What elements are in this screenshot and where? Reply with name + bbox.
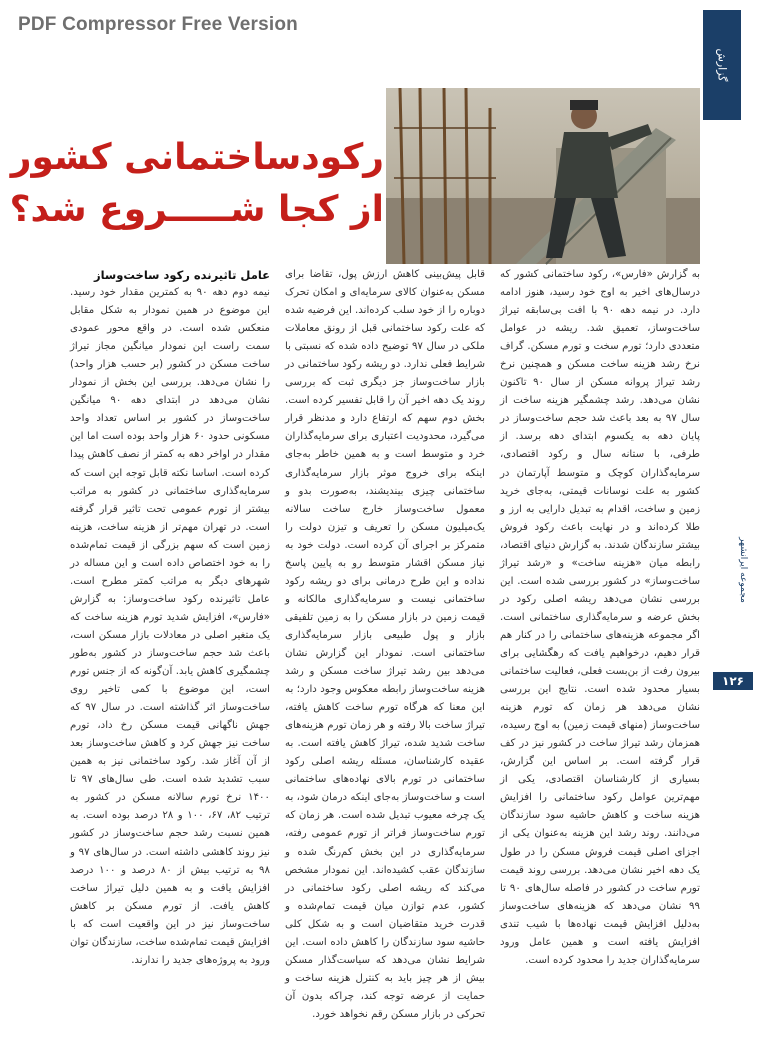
worker-photo (386, 88, 700, 264)
article-body (70, 266, 701, 1020)
article-title (9, 132, 384, 236)
title-line-1: رکودساختمانی کشور (10, 137, 384, 178)
column-right-text: به گزارش «فارس»، رکود ساختمانی کشور که درسال‌های اخیر به اوج خود رسید، هنوز ادامه دارد. در نیمه دهه ۹۰ با افت بی‌سابقه تیراژ ساخت‌وساز، تعمیق شد. ریشه در عوامل متعددی دارد؛ تورم سخت و تورم مسکن. گراف نرخ رشد هزینه ساخت مسکن و همچنین نرخ رشد تیراژ پروانه مسکن از سال ۹۰ تاکنون نشان می‌دهد. رشد چشمگیر هزینه ساخت از سال ۹۷ به بعد باعث شد حجم ساخت‌وساز در پایان دهه به یکسوم ابتدای دهه برسد. از طرفی، با ستانه سال و رکود اقتصادی، سرمایه‌گذاران کوچک و متوسط آپارتمان در کشور به علت نوسانات قیمتی، به‌جای خرید زمین و ساخت، اقدام به تبدیل دارایی به ارز و طلا کرده‌اند و در نهایت باعث رکود فروش بیشتر سازندگان شدند. به گزارش دنیای اقتصاد، رابطه میان «هزینه ساخت» و «رشد تیراژ ساخت‌وساز» در کشور بررسی شده است. این بررسی نشان می‌دهد ریشه اصلی رکود در بخش عرضه و سرمایه‌گذاری ساختمانی است. اگر مجموعه هزینه‌های ساختمانی را در کنار هم قرار دهیم، درخواهیم یافت که رهگشایی برای بیرون رفت از بن‌بست فعلی، فعالیت ساختمانی بسیار محدود شده است. نتایج این بررسی نشان می‌دهد هر زمان که تورم هزینه ساخت‌وساز (منهای قیمت زمین) به اوج رسیده، همزمان رشد تیراژ ساخت در کشور نیز در کف قرار گرفته است. بر اساس این گزارش، بسیاری از کارشناسان اقتصادی، یکی از مهم‌ترین عوامل رکود ساختمانی را افزایش هزینه ساخت و کاهش حاشیه سود سازندگان می‌دانند. روند رشد این هزینه به‌عنوان یکی از اجزای اصلی قیمت فروش مسکن را در طول یک دهه اخیر نشان می‌دهد. بررسی روند قیمت تورم ساخت در کشور در فاصله سال‌های ۹۰ تا ۹۹ نشان می‌دهد که هزینه‌های ساخت‌وساز به‌دلیل افزایش قیمت نهاده‌ها با شیب تندی افزایش یافته است و همین عامل ورود سرمایه‌گذاران جدید را محدود کرده است. (500, 269, 701, 966)
column-left (70, 266, 270, 966)
magazine-strip (733, 470, 753, 670)
section-tab (703, 10, 741, 120)
column-right (500, 266, 700, 966)
column-left-text: نیمه دوم دهه ۹۰ به کمترین مقدار خود رسید. این موضوع در همین نمودار به شکل مقابل منعکس شده است. در واقع محور عمودی سمت راست این نمودار میانگین مجاز تیراژ ساخت مسکن در کشور (بر حسب هزار واحد) را نشان می‌دهد. بررسی این بخش از نمودار نشان می‌دهد در ابتدای دهه ۹۰ میانگین ساخت‌وساز در کشور بر اساس تعداد واحد مسکونی حدود ۶۰ هزار واحد بوده است اما این مقدار در اواخر دهه به کمتر از نصف کاهش پیدا کرده است. اساسا نکته قابل توجه این است که سرمایه‌گذاری ساختمانی در کشور به مراتب بیشتر از تورم عمومی تحت تاثیر قرار گرفته است. در تهران مهم‌تر از هزینه ساخت، هزینه زمین است که سهم بزرگی از قیمت تمام‌شده را به خود اختصاص داده است و این مساله در شهرهای دیگر به مراتب کمتر مطرح است. عامل تاثیرنده رکود ساخت‌وساز: به گزارش «فارس»، افزایش شدید تورم هزینه ساخت که یک متغیر اصلی در معادلات بازار مسکن است، باعث شد حجم ساخت‌وساز در کشور به‌طور چشمگیری کاهش یابد. آن‌گونه که از جنس تورم است، این موضوع با کمی تاخیر روی ساخت‌وساز اثر گذاشته است. در سال ۹۷ که جهش ناگهانی قیمت مسکن رخ داد، تورم ساخت نیز جهش کرد و کاهش ساخت‌وساز بعد از آن آغاز شد. رکود ساختمانی نیز به همین سبب تشدید شده است. طی سال‌های ۹۷ تا ۱۴۰۰ نرخ تورم سالانه مسکن در کشور به ترتیب ۸۲، ۶۷، ۱۰۰ و ۲۸ درصد بوده است. به همین نسبت رشد حجم ساخت‌وساز در کشور نیز روند کاهشی داشته است. در سال‌های ۹۷ و ۹۸ به ترتیب بیش از ۸۰ درصد و ۱۰۰ درصد افزایش یافت و به همین دلیل تیراژ ساخت کاهش یافت. از تورم مسکن بر کاهش ساخت‌وساز نیز در این واقعیت است که با افزایش قیمت تمام‌شده ساخت، سازندگان توان ورود به پروژه‌های جدید را ندارند. (70, 287, 270, 966)
magazine-name: مجموعه ایرانشهر (738, 537, 748, 603)
title-line-2: از کجا شـــــروع شد؟ (9, 189, 384, 230)
watermark: PDF Compressor Free Version (18, 14, 298, 35)
section-subheading: عامل تاثیرنده رکود ساخت‌وساز (93, 268, 270, 282)
column-middle (285, 266, 485, 1020)
section-tab-label: گزارش (715, 48, 729, 82)
page-number: ۱۲۶ (713, 672, 753, 690)
construction-worker-image (386, 88, 700, 264)
column-middle-text: قابل پیش‌بینی کاهش ارزش پول، تقاضا برای مسکن به‌عنوان کالای سرمایه‌ای و امکان تحرک دوباره را از خود سلب کرده‌اند. این فرضیه شده که علت رکود ساختمانی قبل از رونق معاملات ملکی در سال ۹۷ توضیح داده شده که نسبتی با شرایط فعلی ندارد. دو ریشه رکود ساختمانی در بازار ساخت‌وساز جز دیگری ثبت که بررسی روند یک دهه اخیر آن را قابل تفسیر کرده است. بخش دوم سهم که ارتفاع دارد و مدنظر قرار می‌گیرد، محدودیت اعتباری برای سرمایه‌گذاران خرد و متوسط است و به همین خاطر به‌جای اینکه برای خروج موثر بازار سرمایه‌گذاری ساختمانی چیزی بیندیشند، به‌صورت بدو و معمول ساخت‌وساز خارج ساخت سالانه یک‌میلیون مسکن را تعریف و تیزن دولت را متمرکز بر اجرای آن کرده است. دولت خود به نیاز مسکن اقشار متوسط رو به پایین پاسخ نداده و این طرح درمانی برای دو ریشه رکود ساختمانی نیست و سرمایه‌گذاری مالکانه و قیمت زمین در بازار مسکن را به زمین تلفیقی بازار و پول طبیعی بازار سرمایه‌گذاری ساختمانی است. نمودار این گزارش نشان می‌دهد بین رشد تیراژ ساخت مسکن و رشد هزینه ساخت‌وساز رابطه معکوس وجود دارد؛ به این معنا که هرگاه تورم ساخت کاهش یافته، تیراژ ساخت بالا رفته و هر زمان تورم هزینه‌های ساخت شدید شده، تیراژ کاهش یافته است. به عقیده کارشناسان، مسئله ریشه اصلی رکود ساختمانی در تورم بالای نهاده‌های ساختمانی است و ساخت‌وساز به‌جای اینکه درمان شود، به یک چرخه معیوب تبدیل شده است. هر زمان که تورم ساخت‌وساز فراتر از تورم عمومی رفته، سرمایه‌گذاری در این بخش کم‌رنگ شده و سازندگان عقب کشیده‌اند. این نمودار مشخص می‌کند که ریشه اصلی رکود ساختمانی در کشور، عدم توازن میان قیمت تمام‌شده و قدرت خرید متقاضیان است و به شکل کلی حاشیه سود سازندگان را کاهش داده است. این شرایط نشان می‌دهد که سیاست‌گذار مسکن بیش از هر چیز باید به کنترل هزینه ساخت و حمایت از عرضه توجه کند، چراکه بدون آن تحرکی در بازار مسکن رقم نخواهد خورد. (285, 269, 485, 1020)
